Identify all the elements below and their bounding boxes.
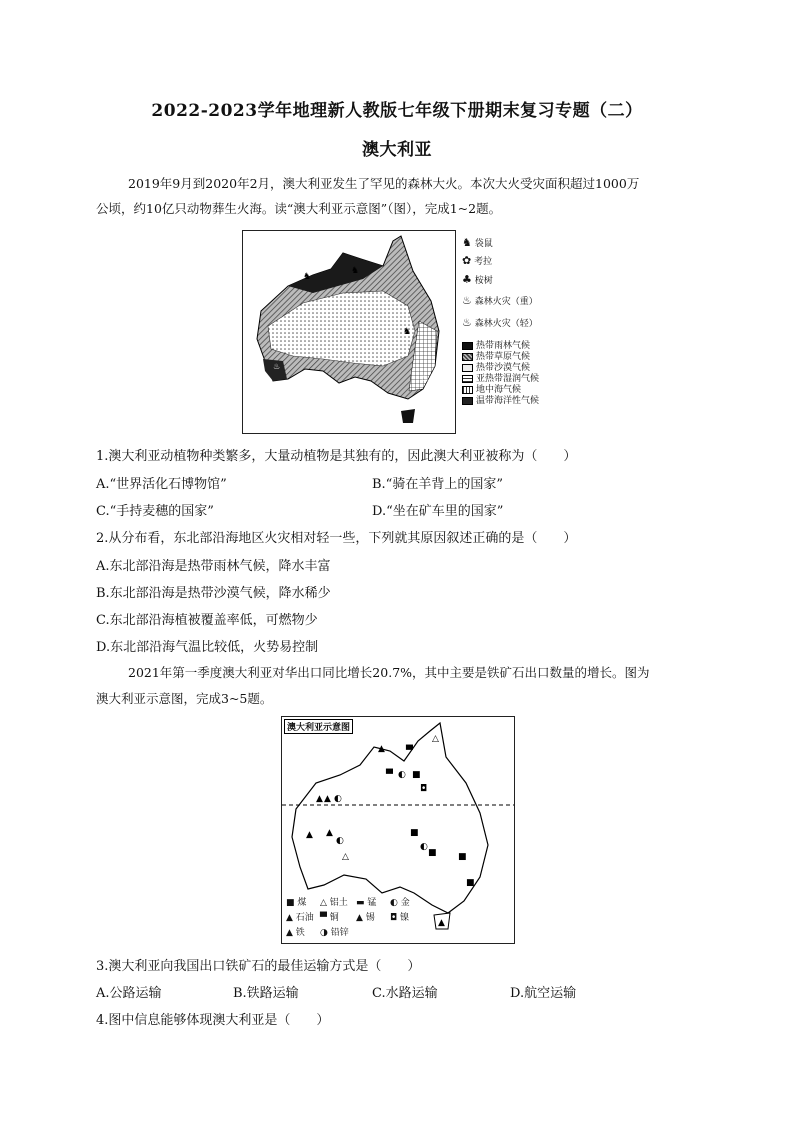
- bauxite-icon: △: [320, 898, 327, 908]
- legend-gold: [390, 895, 410, 908]
- legend-tin: [356, 910, 375, 923]
- legend-bauxite: [320, 895, 348, 908]
- australia-fire-map: [242, 230, 456, 434]
- question-2-option-c[interactable]: C.东北部沿海植被覆盖率低，可燃物少: [96, 613, 318, 628]
- legend-kangaroo-label: 袋鼠: [474, 239, 493, 249]
- minerals-continent-outline: [292, 723, 488, 913]
- legend-oil-label: 石油: [295, 913, 314, 923]
- legend-climate-1-label: 热带草原气候: [476, 352, 531, 362]
- svg-text:◐: ◐: [336, 836, 344, 846]
- svg-text:▀: ▀: [386, 770, 393, 780]
- svg-text:▲: ▲: [324, 794, 331, 804]
- legend-climate-4-label: 地中海气候: [476, 385, 522, 395]
- page-title: 2022-2023学年地理新人教版七年级下册期末复习专题（二）: [151, 101, 643, 121]
- question-1-option-b[interactable]: B.“骑在羊背上的国家”: [372, 477, 503, 492]
- coal-icon: ■: [286, 898, 295, 908]
- fire-light-icon: ♨: [462, 316, 472, 329]
- koala-icon: ✿: [462, 254, 472, 267]
- svg-text:◐: ◐: [334, 794, 342, 804]
- svg-text:▲: ▲: [326, 828, 333, 838]
- legend-climate-2-label: 热带沙漠气候: [476, 363, 531, 373]
- kangaroo-icon: ♞: [462, 236, 472, 249]
- page-subtitle: 澳大利亚: [362, 140, 432, 160]
- legend-nickel: [390, 910, 409, 923]
- question-3-option-c[interactable]: C.水路运输: [372, 986, 438, 1001]
- legend-copper-label: 铜: [329, 913, 339, 923]
- legend-tin-label: 锡: [365, 913, 375, 923]
- legend-oil: [286, 910, 314, 923]
- iron-icon: ▲: [286, 928, 293, 938]
- legend-koala-label: 考拉: [474, 257, 493, 267]
- tasmania: [401, 409, 415, 423]
- legend-iron: [286, 925, 305, 938]
- question-1-stem: 1.澳大利亚动植物种类繁多，大量动植物是其独有的，因此澳大利亚被称为（ ）: [96, 449, 577, 464]
- minerals-map-title: 澳大利亚示意图: [284, 719, 353, 734]
- svg-text:▲: ▲: [378, 744, 385, 754]
- legend-fire-heavy: [462, 294, 538, 307]
- svg-text:▲: ▲: [316, 794, 323, 804]
- svg-text:■: ■: [428, 848, 437, 858]
- question-2-option-b[interactable]: B.东北部沿海是热带沙漠气候，降水稀少: [96, 586, 331, 601]
- question-1-option-d[interactable]: D.“坐在矿车里的国家”: [372, 504, 504, 519]
- oil-icon: ▲: [286, 913, 293, 923]
- svg-text:▀: ▀: [406, 746, 413, 756]
- australia-minerals-map: [281, 716, 515, 944]
- legend-iron-label: 铁: [295, 928, 305, 938]
- passage-1-line-2: 公顷，约10亿只动物葬生火海。读“澳大利亚示意图”（图），完成1~2题。: [96, 201, 502, 216]
- svg-text:■: ■: [410, 828, 419, 838]
- copper-icon: ▀: [320, 913, 327, 923]
- svg-text:■: ■: [458, 852, 467, 862]
- question-4-stem: 4.图中信息能够体现澳大利亚是（ ）: [96, 1013, 330, 1028]
- question-3-option-d[interactable]: D.航空运输: [510, 986, 577, 1001]
- legend-nickel-label: 镍: [400, 913, 410, 923]
- svg-text:♨: ♨: [421, 374, 430, 384]
- question-2-stem: 2.从分布看，东北部沿海地区火灾相对轻一些，下列就其原因叙述正确的是（ ）: [96, 531, 577, 546]
- australia-fire-map-svg: [243, 231, 455, 433]
- legend-coal-label: 煤: [297, 898, 307, 908]
- legend-climate-3-label: 亚热带湿润气候: [476, 374, 540, 384]
- passage-2-line-2: 澳大利亚示意图，完成3~5题。: [96, 691, 273, 706]
- question-3-stem: 3.澳大利亚向我国出口铁矿石的最佳运输方式是（ ）: [96, 959, 421, 974]
- svg-text:♞: ♞: [351, 266, 360, 276]
- svg-text:■: ■: [412, 770, 421, 780]
- question-2-option-d[interactable]: D.东北部沿海气温比较低，火势易控制: [96, 640, 319, 655]
- question-3-option-b[interactable]: B.铁路运输: [233, 986, 299, 1001]
- legend-manganese: [356, 895, 376, 908]
- legend-fire-light: [462, 316, 538, 329]
- question-1-option-c[interactable]: C.“手持麦穗的国家”: [96, 504, 214, 519]
- fire-heavy-icon: ♨: [462, 294, 472, 307]
- nickel-icon: ◘: [390, 913, 398, 923]
- legend-gold-label: 金: [400, 898, 410, 908]
- svg-text:♞: ♞: [403, 327, 412, 337]
- legend-kangaroo: [462, 236, 493, 249]
- legend-climate-5: [462, 393, 539, 406]
- svg-text:◐: ◐: [420, 842, 428, 852]
- svg-text:■: ■: [466, 878, 475, 888]
- svg-text:▲: ▲: [306, 830, 313, 840]
- manganese-icon: ▬: [356, 898, 365, 908]
- question-2-option-a[interactable]: A.东北部沿海是热带雨林气候，降水丰富: [96, 559, 331, 574]
- swatch-temperate-oceanic: [462, 397, 473, 405]
- svg-text:△: △: [432, 734, 439, 744]
- svg-text:♞: ♞: [303, 272, 312, 282]
- figure-1-legend: [462, 232, 572, 408]
- svg-text:◐: ◐: [398, 770, 406, 780]
- lead-zinc-icon: ◑: [320, 928, 328, 938]
- legend-eucalyptus-label: 桉树: [474, 276, 493, 286]
- gold-icon: ◐: [390, 898, 398, 908]
- passage-2-line-1: 2021年第一季度澳大利亚对华出口同比增长20.7%，其中主要是铁矿石出口数量的增长。图为: [128, 665, 650, 680]
- question-3-option-a[interactable]: A.公路运输: [96, 986, 162, 1001]
- svg-text:◘: ◘: [420, 784, 428, 794]
- svg-text:♨: ♨: [427, 344, 436, 354]
- legend-koala: [462, 254, 492, 267]
- legend-fire-light-label: 森林火灾（轻）: [474, 319, 538, 329]
- legend-climate-0-label: 热带雨林气候: [476, 341, 531, 351]
- legend-copper: [320, 910, 339, 923]
- eucalyptus-icon: ♣: [462, 273, 472, 286]
- tin-icon: ▲: [356, 913, 363, 923]
- svg-text:♨: ♨: [273, 362, 281, 371]
- svg-text:△: △: [342, 852, 349, 862]
- minerals-legend: [286, 895, 426, 939]
- legend-lead-zinc: [320, 925, 349, 938]
- legend-climate-5-label: 温带海洋性气候: [476, 396, 540, 406]
- svg-text:▲: ▲: [438, 918, 445, 928]
- question-1-option-a[interactable]: A.“世界活化石博物馆”: [96, 477, 227, 492]
- legend-coal: [286, 895, 306, 908]
- legend-fire-heavy-label: 森林火灾（重）: [474, 297, 538, 307]
- legend-bauxite-label: 铝土: [329, 898, 348, 908]
- legend-eucalyptus: [462, 273, 493, 286]
- legend-lead-zinc-label: 铅锌: [330, 928, 349, 938]
- legend-manganese-label: 锰: [367, 898, 377, 908]
- passage-1-line-1: 2019年9月到2020年2月，澳大利亚发生了罕见的森林大火。本次大火受灾面积超过1000万: [128, 176, 640, 191]
